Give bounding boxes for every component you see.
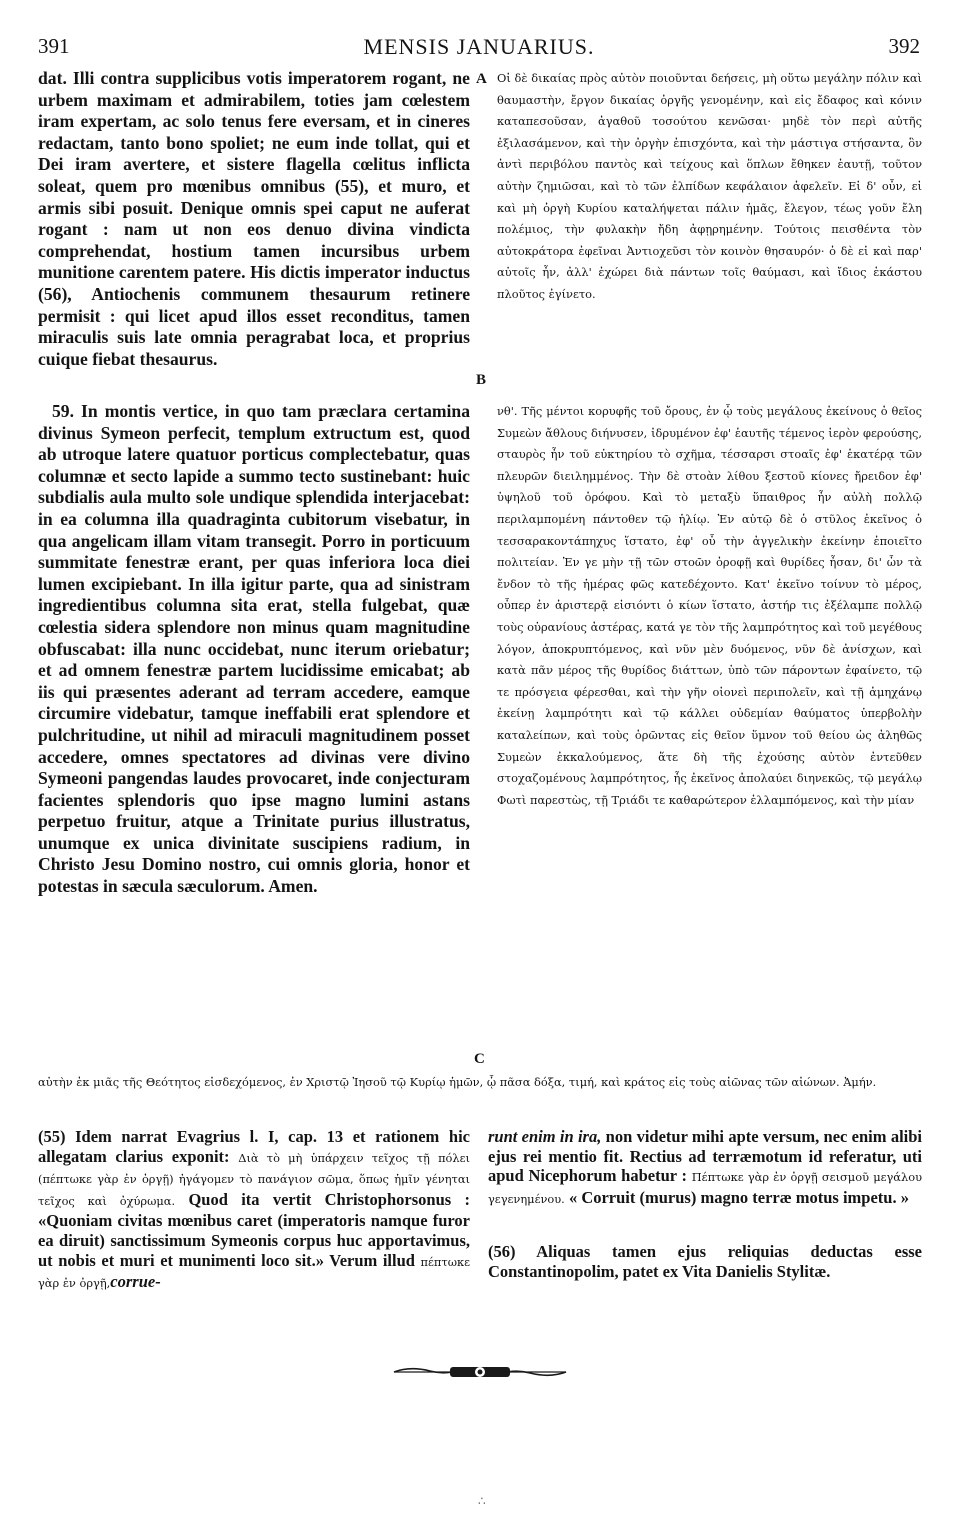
greek-paragraph-2: νθ'. Τῆς μέντοι κορυφῆς τοῦ ὄρους, ἐν ᾧ τοὺς μεγάλους ἐκείνους ὁ θεῖος Συμεὼν ἄθλους διήνυσεν, ἱδρυμένον ἐφ' ἑαυτῆς τέμενος ἱερὸν φερούσης, σταυρὸς ἦν τοῦ εὐκτηρίου τὸ σχῆμα, τέσσαρσι στοαῖς ἐφ' ἑκατέρᾳ τῶν πλευρῶν διειλημμένος. Τὴν δὲ στοὰν λίθου ξεστοῦ κίονες ἤρειδον ἐφ' ὑψηλοῦ τοῦ ὀρόφου. Καὶ τὸ μεταξὺ ὕπαιθρος ἦν αὐλὴ πολλῷ περιλαμπομένη πάντοθεν τῷ ἡλίῳ. Ἐν αὐτῷ δὲ ὁ στῦλος ἐκεῖνος ὁ τεσσαρακοντάπηχυς ἵστατο, ἐφ' οὗ τὴν ἀγγελικὴν ἐκείνην ἐποιεῖτο πολιτείαν. Ἐν γε μὴν τῇ τῶν στοῶν ὀροφῇ καὶ θυρίδες ἦσαν, δι' ὧν τὰ ἔνδον τὸ τῆς ἡμέρας φῶς κατεδέχοντο. Κατ' ἐκεῖνο τοίνυν τὸ μέρος, οὗπερ ἐν ἀριστερᾷ εἰσιόντι ὁ κίων ἵστατο, ἀστήρ τις ἐξέλαμπε πολλῷ τοὺς οὐρανίους ἀστέρας, κατά γε τὸν τῆς λαμπρότητος καὶ τοῦ μεγέθους λόγον, ἀποκρυπτόμενος, καὶ νῦν μὲν δυόμενος, νῦν δὲ ἀνίσχων, καὶ κατὰ πᾶν μέρος τῆς θυρίδος διάττων, ὑπὸ τῶν πάροντων ἐφαίνετο, τῷ τε πρόσγεια φέρεσθαι, καὶ τὴν γῆν οἱονεὶ περιπολεῖν, καὶ τῇ ἀμηχάνῳ ἐκείνῃ λαμπρότητι καὶ τῷ κάλλει οὐδεμίαν θαύματος ὑπερβολὴν καταλείπων, καὶ τοὺς ὁρῶντας εἰς θεῖον ὕμνον τοῦ θείου ὡς ἀληθῶς Συμεὼν ἐκκαλούμενος, ἅτε δὴ τῆς ἐχούσης αὐτὸν ἐντεῦθεν στοχαζομένους λαμπρότητος, ἧς ἐκεῖνος ἀπολαύει διηνεκῶς, τῷ μεγάλῳ Φωτὶ παρεστὼς, τῇ Τριάδι τε καθαρώτερον ἐλλαμπόμενος, καὶ τὴν μίαν: [497, 404, 922, 807]
footnote-55-latin-a: (55) Idem narrat Evagrius l. I, cap. 13 et rationem hic allegatam clarius exponit:: [38, 1127, 470, 1166]
footnote-55-greek-b: πέπτωκε γὰρ ἐν ὀργῇ,: [38, 1254, 471, 1291]
page-number-right: 392: [888, 34, 920, 58]
footnote-55-left: [38, 1127, 470, 1294]
footnote-55-greek-a: Διὰ τὸ μὴ ὑπάρχειν τεῖχος τῇ πόλει (πέπτωκε γὰρ ἐν ὀργῇ) ἠγάγομεν τὸ πανάγιον σῶμα, ὅπως ἡμῖν γένηται τεῖχος καὶ ὀχύρωμα.: [38, 1150, 470, 1208]
running-title: MENSIS JANUARIUS.: [363, 34, 595, 59]
greek-paragraph-1: Οἱ δὲ δικαίας πρὸς αὐτὸν ποιοῦνται δεήσεις, μὴ οὕτω μεγάλην πόλιν καὶ θαυμαστὴν, ἔργον δικαίας ὀργῆς γενομένην, καὶ εἰς ἔδαφος καὶ κόνιν καταπεσοῦσαν, ἀγαθοῦ τοσούτου κενῶσαι· μηδὲ τὸν περὶ αὐτῆς ἐξιλασάμενον, καὶ τὴν ὀργὴν ἐπισχόντα, καὶ τὴν μάστιγα στήσαντα, ὃν ἀντὶ περιβόλου παντὸς καὶ τείχους καὶ ὅπλων ἔθηκεν ἑαυτῇ, τοῦτον αὐτὴν ζημιῶσαι, καὶ τὸ τῶν ἐλπίδων κεφάλαιον ἀφελεῖν. Εἰ δ' οὖν, εἰ καὶ μὴ ὀργὴ Κυρίου καταλήψεται πάλιν ἡμᾶς, ἔλεγον, τέως γοῦν ἔλη πολέμιος, τὴν φυλακὴν ἤδη ἀφῃρημένην. Τούτοις πεισθέντα τὸν αὐτοκράτορα ἐφεῖναι Ἀντιοχεῦσι τὸν κοινὸν θησαυρόν· ὁ δὲ εἰ καὶ παρ' αὐτοῖς ἦν, ἀλλ' ἐχώρει διὰ πάντων τοῖς θαύμασι, καὶ ἴδιος ἑκάστου πλοῦτος ἐγίνετο.: [497, 71, 922, 301]
footnote-55-right: [488, 1127, 922, 1209]
speck-mark: ∴: [478, 1494, 486, 1508]
footnote-55-greek-c: Πέπτωκε γὰρ ἐν ὀργῇ σεισμοῦ μεγάλου γεγενημένου.: [488, 1170, 922, 1206]
margin-marker-b: B: [476, 372, 487, 388]
latin-paragraph-1: dat. Illi contra supplicibus votis imperatorem rogant, ne urbem maximam et admirabilem, toties jam cœlestem iram expertam, ac solo tenus fere eversam, et in cineres redactam, tanto bono spoliet; ne eum inde tollat, qui et Dei iram avertere, et sistere flagella cœlitus inflicta soleat, quem pro mœnibus omnibus (55), et muro, et armis sibi posuit. Denique omnis spei caput ne auferat rogant : nam ut non eos denuo divina vindicta comprehendat, hostium tamen incursibus urbem munitione carentem patere. His dictis imperator inductus (56), Antiochenis communem thesaurum retinere permisit : qui licet apud illos esset reconditus, tamen miraculis suis late omnia peragrabat loca, et proprius cuique fiebat thesaurus.: [38, 68, 470, 369]
footnote-55-latin-b: Quod ita vertit Christophorsonus : «Quoniam civitas mœnibus caret (imperatoris namque furor ea diruit) sanctissimum Symeonis corpus huc apportavimus, ut nobis et muri et munimenti loco sit.» Verum illud: [38, 1189, 470, 1270]
running-header: [38, 34, 920, 62]
page-number-left: 391: [38, 34, 70, 58]
footnote-56: (56) Aliquas tamen ejus reliquias deductas esse Constantinopolim, patet ex Vita Danielis Stylitæ.: [488, 1242, 922, 1281]
footnote-55-latin-c: non videtur mihi apte versum, nec enim alibi ejus rei mentio fit. Rectius ad terræmotum id referatur, uti apud Nicephorum habetur :: [488, 1127, 923, 1186]
latin-paragraph-2: 59. In montis vertice, in quo tam præclara certamina divinus Symeon perfecit, templum extructum est, quod ab utroque latere quatuor porticus complectebatur, quas columnæ et secto lapide a summo tecto sustinebant: huic subdialis aula multo sole undique splendida interjacebat: in ea columna illa quadraginta cubitorum visebatur, in qua angelicam illam vitam transegit. Porro in porticuum summitate fenestræ erant, per quas inferiora loca diei lumen excipiebant. In illa igitur parte, qua ad sinistram ingredientibus columna sita erat, stella fulgebat, quæ cœlestia sidera splendore non minus quam magnitudine obfuscabat: illa nunc occidebat, nunc iterum oriebatur; et ad omnem fenestræ partem lucidissime emicabat; ab iis qui præsentes aderant ad terram accedere, eamque circumire videbatur, tamque ineffabili erat splendore et pulchritudine, ut nihil ad miraculi magnitudinem posset accedere, omnes spectatores ad divinas vere divino Symeoni pangendas laudes provocaret, inde conjecturam facientes splendoris quo ipse magno lumini astans perpetuo fruitur, atque a Trinitate purius illustratus, unumque ex unica divinitate suscipiens radium, in Christo Jesu Domino nostro, cui omnis gloria, honor et potestas in sæcula sæculorum. Amen.: [38, 401, 470, 897]
margin-marker-c: C: [474, 1051, 485, 1067]
greek-closing-line: αὐτὴν ἐκ μιᾶς τῆς Θεότητος εἰσδεχόμενος, ἐν Χριστῷ Ἰησοῦ τῷ Κυρίῳ ἡμῶν, ᾧ πᾶσα δόξα, τιμή, καὶ κράτος εἰς τοὺς αἰῶνας τῶν αἰώνων. Ἀμήν.: [38, 1075, 877, 1089]
footnote-55-italic-a: corrue-: [110, 1272, 161, 1292]
footnote-55-latin-d: « Corruit (murus) magno terræ motus impetu. »: [568, 1187, 909, 1207]
footnote-55-italic-b: runt enim in ira,: [488, 1127, 602, 1146]
ornament-divider-icon: [390, 1363, 570, 1381]
margin-marker-a: A: [476, 71, 487, 87]
